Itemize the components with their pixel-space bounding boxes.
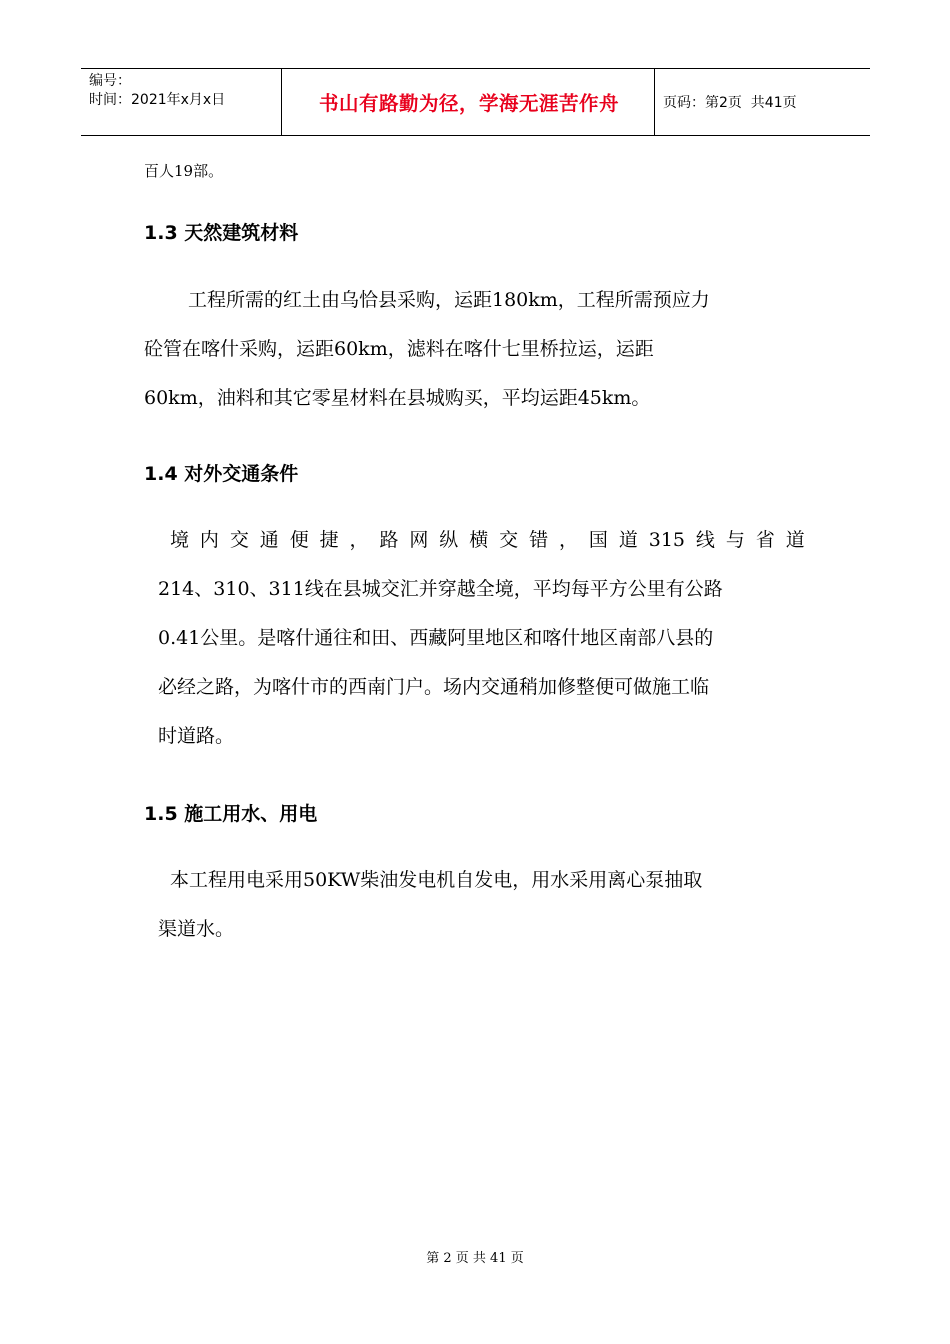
line-glyph: 交 bbox=[229, 529, 249, 551]
line-glyph: 国 bbox=[588, 529, 608, 551]
header-page-info: 页码：第2页 共41页 bbox=[663, 95, 797, 111]
line-glyph: 315 bbox=[648, 529, 686, 551]
serial-label: 编号： bbox=[89, 73, 131, 89]
section-heading-1-4: 1.4 对外交通条件 bbox=[144, 463, 299, 485]
line-glyph: 境 bbox=[170, 529, 190, 551]
line-glyph: 线 bbox=[695, 529, 715, 551]
paragraph-1-5 bbox=[158, 856, 805, 954]
line-glyph: ， bbox=[558, 529, 578, 551]
paragraph-line: 本工程用电采用50KW柴油发电机自发电，用水采用离心泵抽取 bbox=[170, 869, 703, 891]
line-glyph: 省 bbox=[755, 529, 775, 551]
line-glyph: 便 bbox=[289, 529, 309, 551]
paragraph-line: 0.41公里。是喀什通往和田、西藏阿里地区和喀什地区南部八县的 bbox=[158, 627, 714, 649]
paragraph-1-3 bbox=[144, 276, 805, 423]
header-divider-left bbox=[281, 69, 282, 135]
paragraph-1-4 bbox=[158, 516, 805, 761]
line-glyph: ， bbox=[349, 529, 369, 551]
line-glyph: 通 bbox=[259, 529, 279, 551]
paragraph-fragment: 百人19部。 bbox=[144, 162, 224, 180]
page-footer: 第 2 页 共 41 页 bbox=[426, 1251, 524, 1266]
line-glyph: 网 bbox=[409, 529, 429, 551]
header-motto: 书山有路勤为径，学海无涯苦作舟 bbox=[318, 92, 619, 115]
line-glyph: 横 bbox=[469, 529, 489, 551]
paragraph-line: 时道路。 bbox=[158, 725, 235, 747]
paragraph-line bbox=[158, 516, 805, 565]
line-glyph: 交 bbox=[499, 529, 519, 551]
line-glyph: 与 bbox=[725, 529, 745, 551]
paragraph-line: 砼管在喀什采购，运距60km，滤料在喀什七里桥拉运，运距 bbox=[144, 338, 654, 360]
header-meta bbox=[89, 72, 279, 110]
line-glyph: 错 bbox=[529, 529, 549, 551]
header-divider-right bbox=[654, 69, 655, 135]
document-header bbox=[81, 68, 870, 136]
section-heading-1-3: 1.3 天然建筑材料 bbox=[144, 222, 299, 244]
paragraph-line: 渠道水。 bbox=[158, 918, 235, 940]
line-glyph: 路 bbox=[379, 529, 399, 551]
line-glyph: 内 bbox=[199, 529, 219, 551]
paragraph-line: 214、310、311线在县城交汇并穿越全境，平均每平方公里有公路 bbox=[158, 578, 723, 600]
line-glyph: 道 bbox=[618, 529, 638, 551]
date-line: 时间：2021年x月x日 bbox=[89, 92, 226, 108]
line-glyph: 纵 bbox=[439, 529, 459, 551]
section-heading-1-5: 1.5 施工用水、用电 bbox=[144, 803, 318, 825]
line-glyph: 道 bbox=[785, 529, 805, 551]
line-glyph: 捷 bbox=[319, 529, 339, 551]
paragraph-line: 工程所需的红土由乌恰县采购，运距180km，工程所需预应力 bbox=[188, 289, 710, 311]
paragraph-line: 60km，油料和其它零星材料在县城购买，平均运距45km。 bbox=[144, 387, 651, 409]
paragraph-line: 必经之路，为喀什市的西南门户。场内交通稍加修整便可做施工临 bbox=[158, 676, 710, 698]
